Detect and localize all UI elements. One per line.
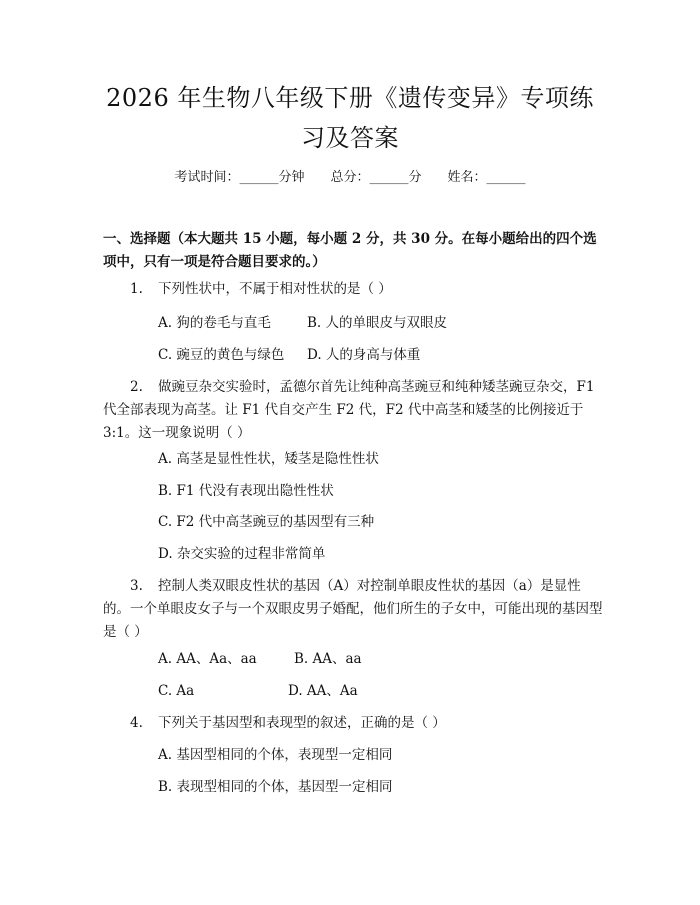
question-4	[103, 712, 603, 735]
option-2b: B. F1 代没有表现出隐性性状	[158, 483, 334, 499]
option-3a: A. AA、Aa、aa	[158, 651, 257, 667]
question-stem: 做豌豆杂交实验时，孟德尔首先让纯种高茎豌豆和纯种矮茎豌豆杂交，F1 代全部表现为高茎。让 F1 代自交产生 F2 代，F2 代中高茎和矮茎的比例接近于 3:1。这一现象说明（ ）	[103, 379, 595, 441]
question-number: 4.	[130, 715, 143, 731]
option-1a: A. 狗的卷毛与直毛	[158, 315, 271, 331]
exam-name: 姓名：______	[447, 170, 526, 185]
title-line-2: 习及答案	[301, 124, 399, 152]
question-stem: 下列关于基因型和表现型的叙述，正确的是（ ）	[158, 715, 446, 731]
exam-score: 总分：______分	[330, 170, 422, 185]
option-1b: B. 人的单眼皮与双眼皮	[307, 315, 448, 331]
question-number: 2.	[130, 379, 143, 395]
question-stem: 控制人类双眼皮性状的基因（A）对控制单眼皮性状的基因（a）是显性的。一个单眼皮女子与一个双眼皮男子婚配，他们所生的子女中，可能出现的基因型是（ ）	[103, 578, 603, 640]
exam-meta	[0, 167, 700, 189]
question-number: 3.	[130, 578, 143, 594]
question-1	[103, 278, 603, 301]
option-3b: B. AA、aa	[294, 651, 362, 667]
option-1c: C. 豌豆的黄色与绿色	[158, 347, 285, 363]
question-2	[103, 376, 603, 445]
option-2d: D. 杂交实验的过程非常简单	[158, 546, 326, 562]
option-4b: B. 表现型相同的个体，基因型一定相同	[158, 779, 393, 795]
title-line-1: 2026 年生物八年级下册《遗传变异》专项练	[106, 84, 594, 112]
question-3	[103, 575, 603, 644]
document-title	[90, 78, 610, 158]
section-heading: 一、选择题（本大题共 15 小题，每小题 2 分，共 30 分。在每小题给出的四个选项中，只有一项是符合题目要求的。）	[103, 231, 597, 270]
option-1d: D. 人的身高与体重	[307, 347, 421, 363]
exam-time: 考试时间：______分钟	[174, 170, 305, 185]
option-3c: C. Aa	[158, 683, 195, 699]
question-number: 1.	[130, 281, 143, 297]
option-4a: A. 基因型相同的个体，表现型一定相同	[158, 747, 393, 763]
option-3d: D. AA、Aa	[288, 683, 358, 699]
question-stem: 下列性状中，不属于相对性状的是（ ）	[158, 281, 392, 297]
option-2a: A. 高茎是显性性状，矮茎是隐性性状	[158, 451, 379, 467]
option-2c: C. F2 代中高茎豌豆的基因型有三种	[158, 514, 375, 530]
